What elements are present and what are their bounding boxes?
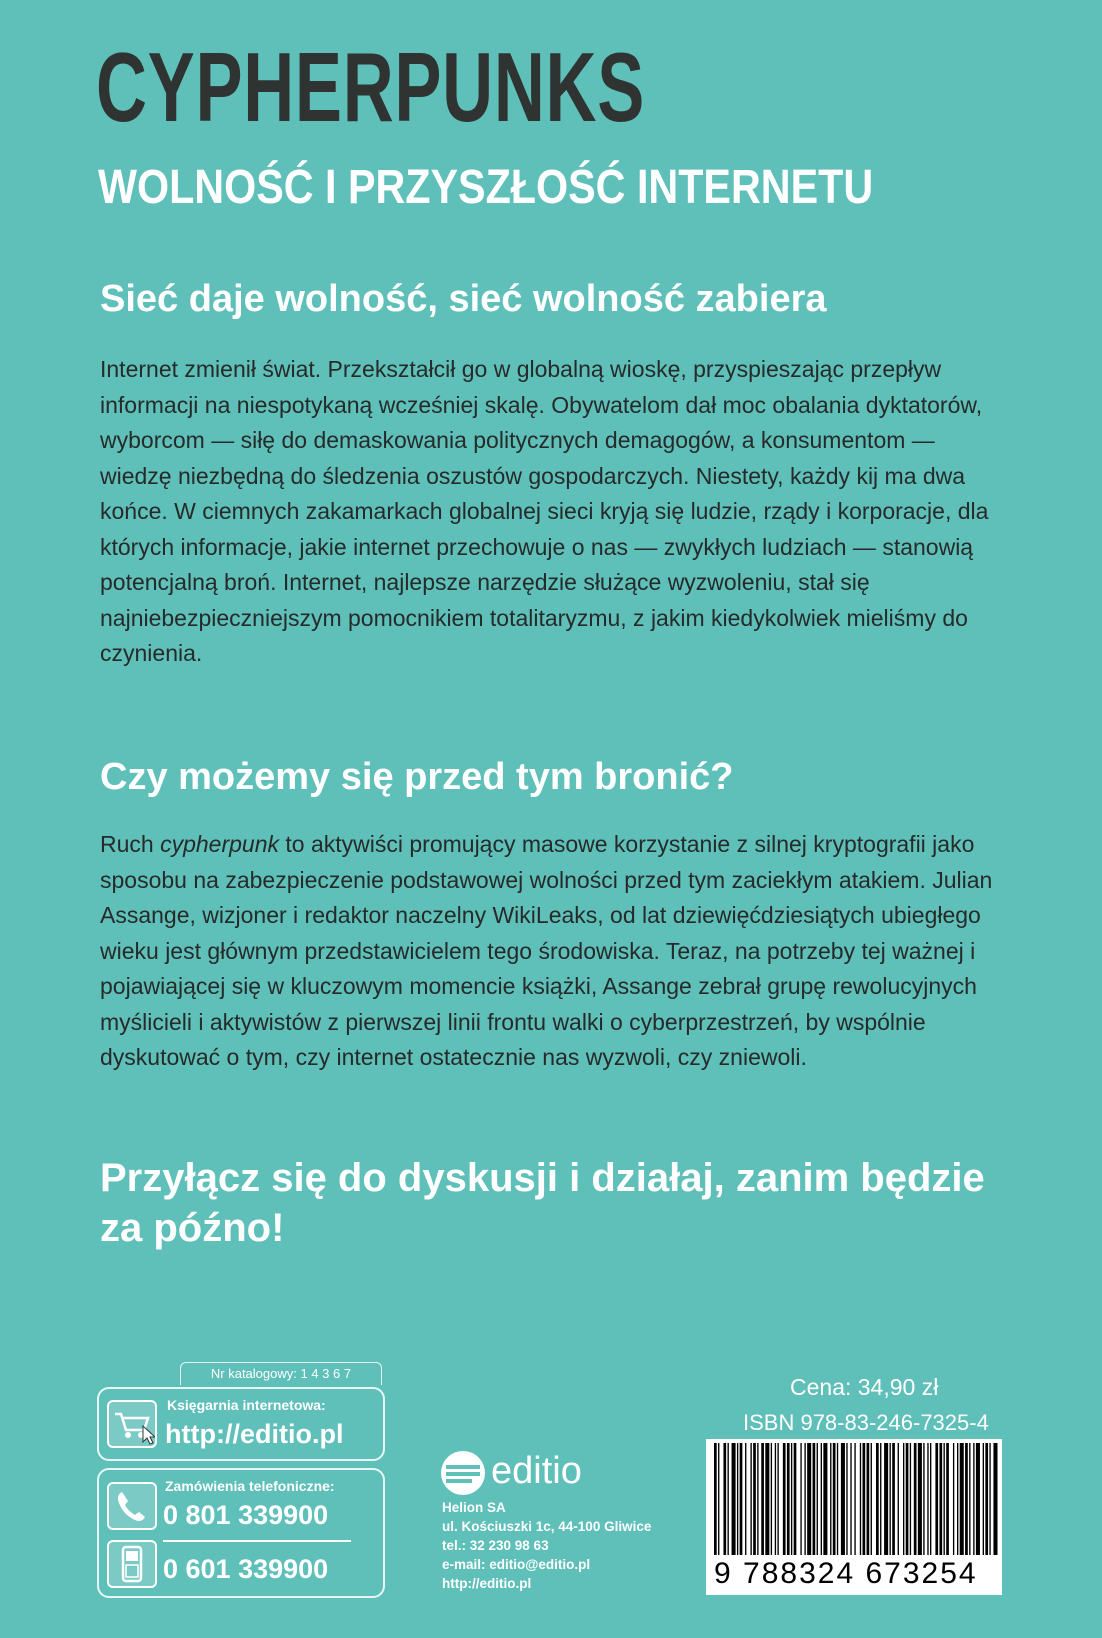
barcode-bar xyxy=(944,1443,945,1555)
barcode-bar xyxy=(976,1443,980,1555)
barcode-bars-icon xyxy=(706,1443,1002,1559)
barcode-bar xyxy=(737,1443,738,1555)
book-subtitle: WOLNOŚĆ I PRZYSZŁOŚĆ INTERNETU xyxy=(98,161,874,214)
publisher-email[interactable]: e-mail: editio@editio.pl xyxy=(442,1557,591,1572)
shopping-cart-icon xyxy=(107,1400,157,1448)
barcode-bar xyxy=(800,1443,801,1555)
barcode-bar xyxy=(903,1443,904,1555)
barcode-bar xyxy=(740,1443,743,1555)
barcode-bar xyxy=(914,1443,917,1555)
isbn: ISBN 978-83-246-7325-4 xyxy=(743,1410,989,1435)
barcode-bar xyxy=(923,1443,924,1555)
barcode-bar xyxy=(930,1443,931,1555)
barcode-bar xyxy=(918,1443,922,1555)
section-text-1: Internet zmienił świat. Przekształcił go w globalną wioskę, przyspieszając przepływ informacji na niespotykaną wcześniej skalę. Obywatelom dał moc obalania dyktatorów, wyborcom — siłę do demaskowania politycznych demagogów, a konsumentom — wiedzę niezbędną do śledzenia oszustów gospodarczych. Niestety, każdy kij ma dwa końce. W ciemnych zakamarkach globalnej sieci kryją się ludzie, rządy i korporacje, dla których informacje, jakie internet przechowuje o nas — zwykłych ludziach — stanowią potencjalną broń. Internet, najlepsze narzędzie służące wyzwoleniu, stał się najniebezpieczniejszym pomocnikiem totalitaryzmu, z jakim kiedykolwiek mieliśmy do czynienia. xyxy=(100,356,989,666)
barcode-bar xyxy=(804,1443,805,1555)
barcode-bar xyxy=(794,1443,797,1555)
barcode-bar xyxy=(935,1443,938,1555)
barcode-bar xyxy=(783,1443,786,1555)
barcode-bar xyxy=(880,1443,881,1555)
barcode-bar xyxy=(728,1443,729,1555)
online-shop-box[interactable] xyxy=(97,1387,385,1461)
barcode-bar xyxy=(989,1443,990,1555)
publisher-tel: tel.: 32 230 98 63 xyxy=(442,1538,549,1553)
barcode-bar xyxy=(846,1443,847,1555)
barcode-bar xyxy=(750,1443,751,1555)
phone-label: Zamówienia telefoniczne: xyxy=(165,1478,335,1494)
phone-divider xyxy=(163,1540,351,1542)
barcode-bar xyxy=(775,1443,776,1555)
barcode-bar xyxy=(850,1443,851,1555)
barcode-bar xyxy=(985,1443,988,1555)
barcode-bar xyxy=(876,1443,879,1555)
editio-logo-icon xyxy=(440,1450,486,1496)
barcode-bar xyxy=(946,1443,949,1555)
barcode-bar xyxy=(854,1443,855,1555)
publisher-info xyxy=(442,1498,651,1593)
price: Cena: 34,90 zł xyxy=(790,1374,939,1400)
barcode-bar xyxy=(892,1443,895,1555)
barcode-bar xyxy=(837,1443,838,1555)
phone-number-2[interactable]: 0 601 339900 xyxy=(163,1554,329,1584)
barcode-bar xyxy=(973,1443,974,1555)
barcode-bar xyxy=(771,1443,772,1555)
barcode-bar xyxy=(714,1443,717,1555)
barcode-bar xyxy=(723,1443,726,1555)
publisher-address: ul. Kościuszki 1c, 44-100 Gliwice xyxy=(442,1519,652,1534)
text-rest: to aktywiści promujący masowe korzystanie z silnej kryptografii jako sposobu na zabezpieczenie podstawowej wolności przed tym zaciekłym atakiem. Julian Assange, wizjoner i redaktor naczelny WikiLeaks, od lat dziewięćdziesiątych ubiegłego wieku jest głównym przedstawicielem tego środowiska. Teraz, na potrzeby tej ważnej i pojawiającej się w kluczowym momencie książki, Assange zebrał grupę rewolucyjnych myślicieli i aktywistów z pierwszej linii frontu walki o cyberprzestrzeń, by wspólnie dyskutować o tym, czy internet ostatecznie nas wyzwoli, czy zniewoli. xyxy=(100,831,993,1070)
barcode-bar xyxy=(884,1443,888,1555)
phone-icon xyxy=(107,1482,157,1530)
publisher-url[interactable]: http://editio.pl xyxy=(442,1576,532,1591)
text-italic-term: cypherpunk xyxy=(160,831,280,857)
call-to-action: Przyłącz się do dyskusji i działaj, zanim będzie za późno! xyxy=(100,1156,985,1250)
barcode-bar xyxy=(833,1443,836,1555)
phone-number-1[interactable]: 0 801 339900 xyxy=(163,1500,329,1530)
barcode-bar xyxy=(906,1443,909,1555)
text-prefix: Ruch xyxy=(100,831,161,857)
editio-logo-text: editio xyxy=(491,1450,582,1492)
barcode-bar xyxy=(965,1443,968,1555)
barcode-bar xyxy=(983,1443,984,1555)
book-title: CYPHERPUNKS xyxy=(96,32,645,142)
barcode-bar xyxy=(969,1443,970,1555)
barcode-bar xyxy=(732,1443,736,1555)
barcode-bar xyxy=(871,1443,872,1555)
shop-url-link[interactable]: http://editio.pl xyxy=(165,1419,344,1449)
barcode-bar xyxy=(787,1443,790,1555)
barcode-bar xyxy=(761,1443,764,1555)
barcode-bar xyxy=(745,1443,746,1555)
barcode-bar xyxy=(953,1443,954,1555)
barcode-bar xyxy=(890,1443,891,1555)
shop-label: Księgarnia internetowa: xyxy=(167,1397,326,1413)
catalog-number: Nr katalogowy: 1 4 3 6 7 xyxy=(180,1362,382,1385)
barcode-bar xyxy=(821,1443,822,1555)
section-heading-1: Sieć daje wolność, sieć wolność zabiera xyxy=(100,278,827,320)
barcode xyxy=(706,1439,1002,1595)
barcode-bar xyxy=(757,1443,758,1555)
barcode-bar xyxy=(813,1443,816,1555)
barcode-bar xyxy=(817,1443,818,1555)
barcode-bar xyxy=(867,1443,870,1555)
barcode-bar xyxy=(777,1443,778,1555)
barcode-bar xyxy=(910,1443,911,1555)
barcode-bar xyxy=(960,1443,964,1555)
publisher-name: Helion SA xyxy=(442,1500,506,1515)
barcode-bar xyxy=(718,1443,719,1555)
barcode-bar xyxy=(939,1443,942,1555)
barcode-bar xyxy=(863,1443,866,1555)
section-text-2 xyxy=(100,827,1005,1076)
barcode-bar xyxy=(898,1443,899,1555)
barcode-bar xyxy=(993,1443,997,1555)
barcode-bar xyxy=(807,1443,811,1555)
barcode-number: 9 788324 673254 xyxy=(714,1557,978,1590)
barcode-bar xyxy=(823,1443,827,1555)
barcode-bar xyxy=(765,1443,769,1555)
section-heading-2: Czy możemy się przed tym bronić? xyxy=(100,756,734,798)
phone-orders-box xyxy=(97,1468,385,1598)
barcode-bar xyxy=(791,1443,792,1555)
barcode-bar xyxy=(841,1443,845,1555)
barcode-bar xyxy=(753,1443,756,1555)
mobile-phone-icon xyxy=(107,1540,157,1588)
barcode-bar xyxy=(830,1443,831,1555)
barcode-bar xyxy=(957,1443,958,1555)
barcode-bar xyxy=(860,1443,861,1555)
barcode-bar xyxy=(927,1443,928,1555)
